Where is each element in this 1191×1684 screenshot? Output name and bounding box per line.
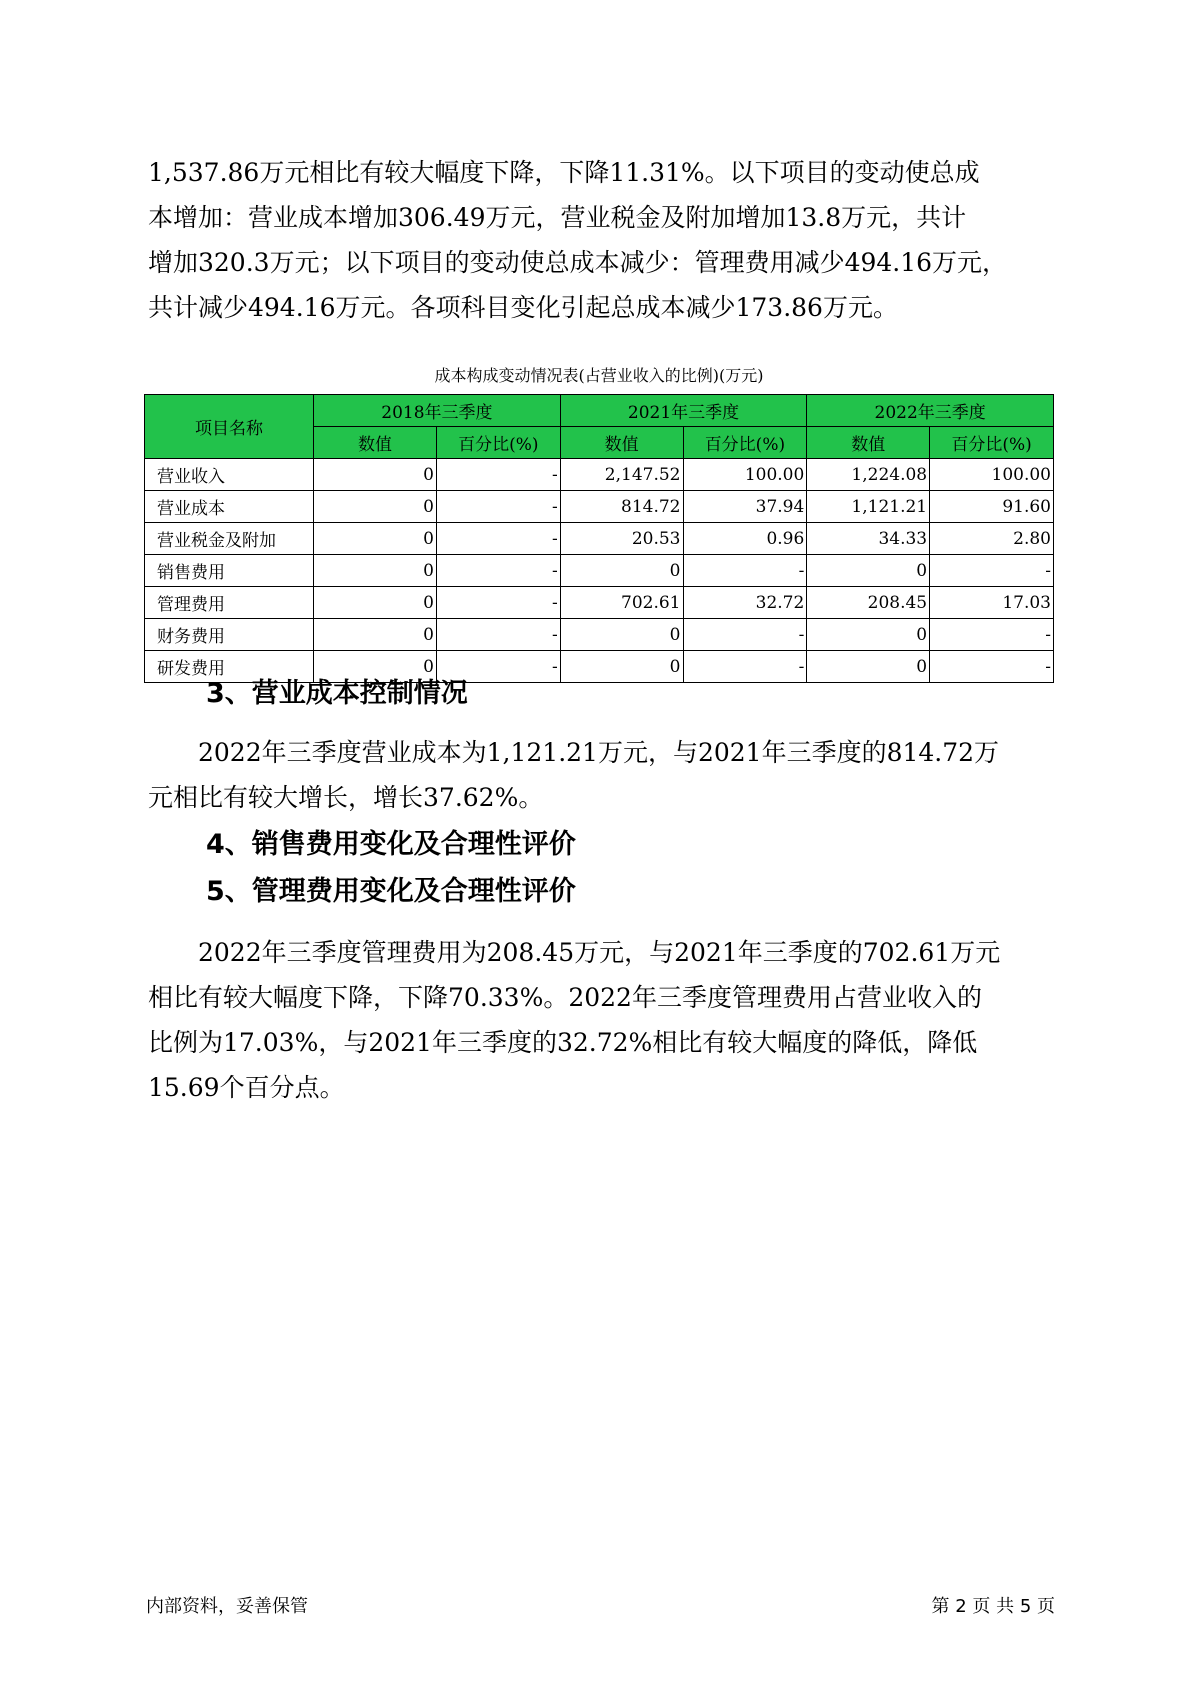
value-cell: 0 bbox=[314, 491, 437, 523]
percent-cell: 91.60 bbox=[930, 491, 1054, 523]
section-5-line: 相比有较大幅度下降，下降70.33%。2022年三季度管理费用占营业收入的 bbox=[148, 983, 982, 1012]
value-cell: 0 bbox=[314, 523, 437, 555]
value-cell: 0 bbox=[314, 459, 437, 491]
table-row bbox=[145, 587, 1054, 619]
value-header: 数值 bbox=[314, 427, 437, 459]
value-cell: 1,224.08 bbox=[807, 459, 930, 491]
table-row bbox=[145, 459, 1054, 491]
value-cell: 0 bbox=[314, 651, 437, 683]
table-row bbox=[145, 555, 1054, 587]
percent-cell: - bbox=[436, 587, 560, 619]
section-5-line: 15.69个百分点。 bbox=[148, 1073, 345, 1102]
section-3-paragraph bbox=[148, 730, 1048, 820]
percent-cell: 37.94 bbox=[683, 491, 807, 523]
value-header: 数值 bbox=[807, 427, 930, 459]
table-row bbox=[145, 491, 1054, 523]
section-5-heading: 5、管理费用变化及合理性评价 bbox=[206, 876, 576, 907]
percent-cell: 0.96 bbox=[683, 523, 807, 555]
period-header: 2022年三季度 bbox=[807, 395, 1054, 427]
page-number: 第 2 页 共 5 页 bbox=[931, 1596, 1055, 1617]
value-cell: 0 bbox=[314, 587, 437, 619]
section-4-heading: 4、销售费用变化及合理性评价 bbox=[206, 829, 576, 860]
value-cell: 0 bbox=[807, 555, 930, 587]
section-3-line: 2022年三季度营业成本为1,121.21万元，与2021年三季度的814.72万 bbox=[198, 738, 1000, 767]
intro-line: 共计减少494.16万元。各项科目变化引起总成本减少173.86万元。 bbox=[148, 293, 898, 322]
percent-cell: - bbox=[683, 619, 807, 651]
value-cell: 2,147.52 bbox=[560, 459, 683, 491]
percent-cell: 100.00 bbox=[930, 459, 1054, 491]
percent-cell: - bbox=[436, 491, 560, 523]
value-cell: 1,121.21 bbox=[807, 491, 930, 523]
percent-cell: - bbox=[930, 651, 1054, 683]
row-label: 管理费用 bbox=[145, 587, 314, 619]
percent-cell: - bbox=[683, 555, 807, 587]
value-cell: 0 bbox=[560, 619, 683, 651]
percent-cell: - bbox=[930, 619, 1054, 651]
value-cell: 0 bbox=[807, 619, 930, 651]
section-5-line: 比例为17.03%，与2021年三季度的32.72%相比有较大幅度的降低，降低 bbox=[148, 1028, 978, 1057]
percent-cell: - bbox=[436, 555, 560, 587]
value-cell: 0 bbox=[314, 555, 437, 587]
percent-cell: - bbox=[436, 523, 560, 555]
percent-header: 百分比(%) bbox=[683, 427, 807, 459]
row-label: 营业成本 bbox=[145, 491, 314, 523]
intro-line: 1,537.86万元相比有较大幅度下降，下降11.31%。以下项目的变动使总成 bbox=[148, 158, 980, 187]
value-cell: 0 bbox=[807, 651, 930, 683]
intro-line: 本增加：营业成本增加306.49万元，营业税金及附加增加13.8万元，共计 bbox=[148, 203, 967, 232]
percent-header: 百分比(%) bbox=[436, 427, 560, 459]
value-cell: 34.33 bbox=[807, 523, 930, 555]
value-cell: 208.45 bbox=[807, 587, 930, 619]
section-3-heading: 3、营业成本控制情况 bbox=[206, 678, 468, 709]
value-cell: 20.53 bbox=[560, 523, 683, 555]
table-row bbox=[145, 619, 1054, 651]
percent-cell: - bbox=[436, 459, 560, 491]
section-5-line: 2022年三季度管理费用为208.45万元，与2021年三季度的702.61万元 bbox=[198, 938, 1001, 967]
percent-cell: - bbox=[930, 555, 1054, 587]
period-header: 2018年三季度 bbox=[314, 395, 561, 427]
percent-cell: - bbox=[436, 619, 560, 651]
value-cell: 814.72 bbox=[560, 491, 683, 523]
row-label: 营业税金及附加 bbox=[145, 523, 314, 555]
value-cell: 0 bbox=[314, 619, 437, 651]
value-header: 数值 bbox=[560, 427, 683, 459]
table-row bbox=[145, 523, 1054, 555]
value-cell: 0 bbox=[560, 651, 683, 683]
table-caption: 成本构成变动情况表(占营业收入的比例)(万元) bbox=[434, 366, 764, 385]
row-label: 财务费用 bbox=[145, 619, 314, 651]
confidential-note: 内部资料，妥善保管 bbox=[146, 1596, 308, 1617]
percent-cell: - bbox=[683, 651, 807, 683]
percent-header: 百分比(%) bbox=[930, 427, 1054, 459]
percent-cell: - bbox=[436, 651, 560, 683]
row-label: 销售费用 bbox=[145, 555, 314, 587]
percent-cell: 100.00 bbox=[683, 459, 807, 491]
percent-cell: 2.80 bbox=[930, 523, 1054, 555]
item-name-header: 项目名称 bbox=[145, 395, 314, 459]
row-label: 研发费用 bbox=[145, 651, 314, 683]
period-header: 2021年三季度 bbox=[560, 395, 807, 427]
row-label: 营业收入 bbox=[145, 459, 314, 491]
table-body bbox=[145, 459, 1054, 683]
percent-cell: 32.72 bbox=[683, 587, 807, 619]
percent-cell: 17.03 bbox=[930, 587, 1054, 619]
section-5-paragraph bbox=[148, 930, 1048, 1110]
section-3-line: 元相比有较大增长，增长37.62%。 bbox=[148, 783, 544, 812]
intro-line: 增加320.3万元；以下项目的变动使总成本减少：管理费用减少494.16万元， bbox=[148, 248, 1008, 277]
value-cell: 702.61 bbox=[560, 587, 683, 619]
cost-structure-table bbox=[144, 394, 1054, 683]
value-cell: 0 bbox=[560, 555, 683, 587]
intro-paragraph bbox=[148, 150, 1048, 330]
